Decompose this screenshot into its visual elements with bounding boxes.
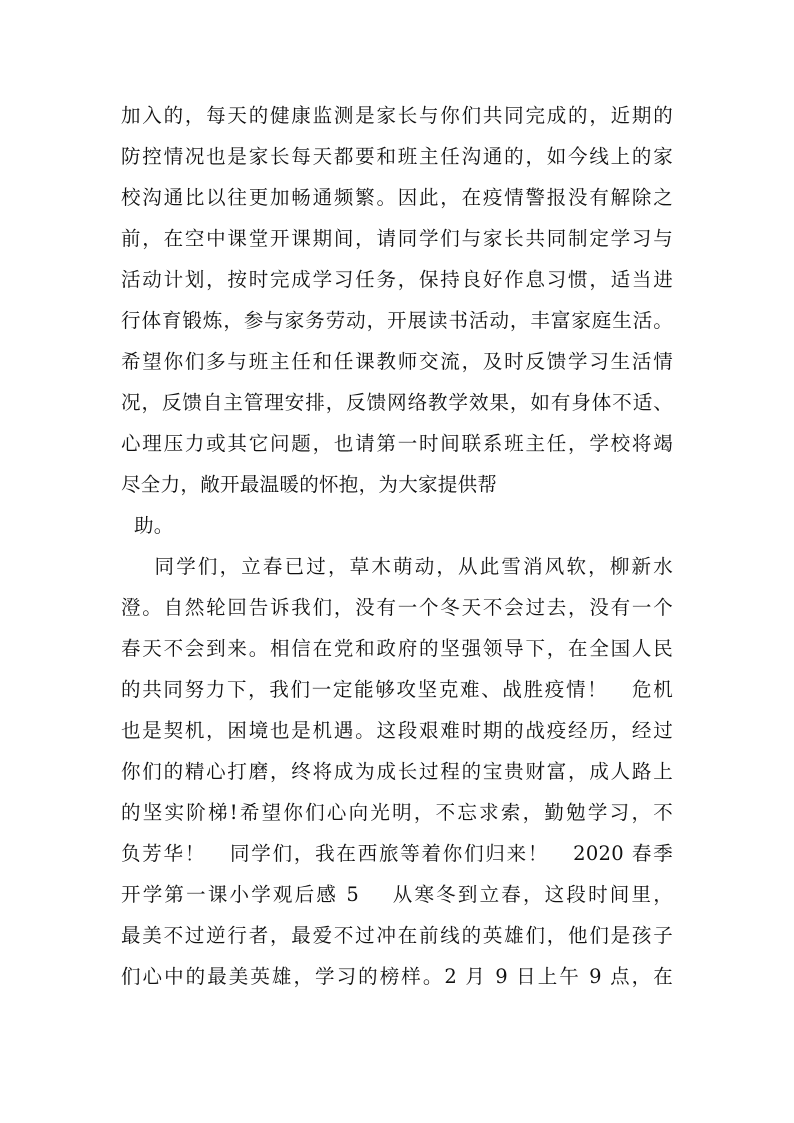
text-line: 希望你们多与班主任和任课教师交流，及时反馈学习生活情	[121, 350, 673, 373]
text-line: 助。	[121, 514, 174, 537]
text-line: 春天不会到来。相信在党和政府的坚强领导下，在全国人民	[121, 637, 673, 660]
text-line: 况，反馈自主管理安排，反馈网络教学效果，如有身体不适、	[121, 391, 673, 414]
text-line: 加入的，每天的健康监测是家长与你们共同完成的，近期的	[121, 104, 673, 127]
text-line: 前，在空中课堂开课期间，请同学们与家长共同制定学习与	[121, 227, 673, 250]
text-line: 负芳华！ 同学们，我在西旅等着你们归来！ 2020 春季	[121, 842, 673, 865]
text-line: 的共同努力下，我们一定能够攻坚克难、战胜疫情！ 危机	[121, 678, 673, 701]
text-line: 的坚实阶梯!希望你们心向光明，不忘求索，勤勉学习，不	[121, 801, 673, 824]
text-line: 澄。自然轮回告诉我们，没有一个冬天不会过去，没有一个	[121, 596, 673, 619]
text-line: 们心中的最美英雄，学习的榜样。2 月 9 日上午 9 点，在	[121, 965, 673, 988]
text-line: 行体育锻炼，参与家务劳动，开展读书活动，丰富家庭生活。	[121, 309, 673, 332]
text-line: 最美不过逆行者，最爱不过冲在前线的英雄们，他们是孩子	[121, 924, 673, 947]
text-line: 防控情况也是家长每天都要和班主任沟通的，如今线上的家	[121, 145, 673, 168]
text-line: 活动计划，按时完成学习任务，保持良好作息习惯，适当进	[121, 268, 673, 291]
text-line: 你们的精心打磨，终将成为成长过程的宝贵财富，成人路上	[121, 760, 673, 783]
text-line: 也是契机，困境也是机遇。这段艰难时期的战疫经历，经过	[121, 719, 673, 742]
text-line: 校沟通比以往更加畅通频繁。因此，在疫情警报没有解除之	[121, 186, 673, 209]
text-line: 尽全力，敞开最温暖的怀抱，为大家提供帮	[121, 473, 498, 496]
text-line: 开学第一课小学观后感 5 从寒冬到立春，这段时间里，	[121, 883, 673, 906]
text-line: 心理压力或其它问题，也请第一时间联系班主任，学校将竭	[121, 432, 673, 455]
paragraph-start-line: 同学们，立春已过，草木萌动，从此雪消风软，柳新水	[121, 555, 673, 578]
